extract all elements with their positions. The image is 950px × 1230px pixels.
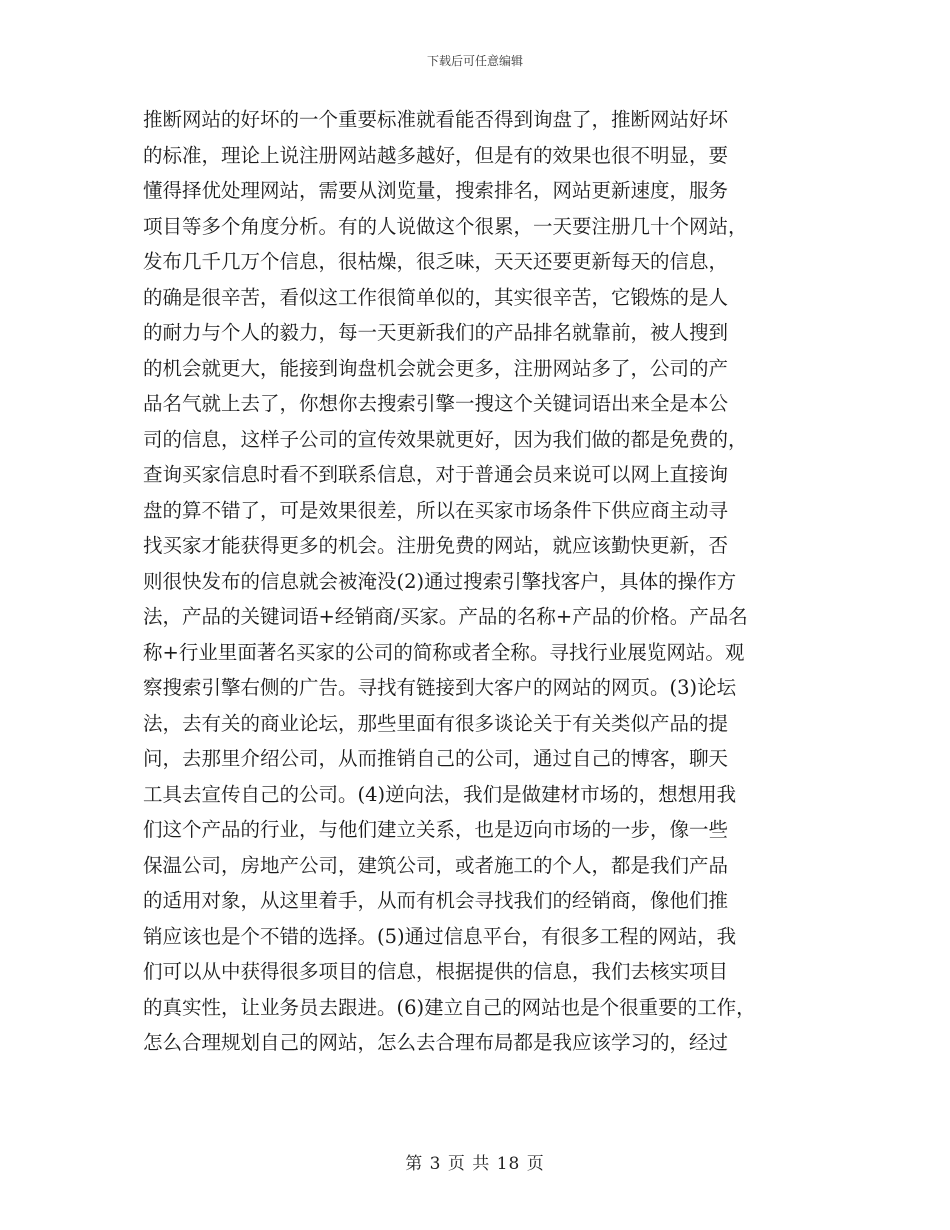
text-line: 法，产品的关键词语+经销商/买家。产品的名称+产品的价格。产品名 — [143, 605, 748, 628]
text-line: 问，去那里介绍公司，从而推销自己的公司，通过自己的博客，聊天 — [143, 747, 729, 770]
text-line: 的耐力与个人的毅力，每一天更新我们的产品排名就靠前，被人搜到 — [143, 321, 729, 344]
page-header-note: 下载后可任意编辑 — [426, 54, 523, 68]
text-line: 销应该也是个不错的选择。(5)通过信息平台，有很多工程的网站，我 — [143, 924, 737, 948]
text-line: 查询买家信息时看不到联系信息，对于普通会员来说可以网上直接询 — [143, 463, 729, 486]
text-line: 的机会就更大，能接到询盘机会就会更多，注册网站多了，公司的产 — [143, 356, 729, 380]
text-line: 法，去有关的商业论坛，那些里面有很多谈论关于有关类似产品的提 — [143, 711, 729, 735]
text-line: 发布几千几万个信息，很枯燥，很乏味，天天还要更新每天的信息， — [143, 250, 729, 273]
text-line: 称+行业里面著名买家的公司的简称或者全称。寻找行业展览网站。观 — [143, 640, 745, 664]
text-line: 找买家才能获得更多的机会。注册免费的网站，就应该勤快更新，否 — [143, 534, 729, 557]
text-line: 盘的算不错了，可是效果很差，所以在买家市场条件下供应商主动寻 — [143, 498, 729, 522]
text-line: 的确是很辛苦，看似这工作很简单似的，其实很辛苦，它锻炼的是人 — [143, 285, 729, 309]
text-line: 则很快发布的信息就会被淹没(2)通过搜索引擎找客户，具体的操作方 — [143, 569, 737, 593]
text-line: 的真实性，让业务员去跟进。(6)建立自己的网站也是个很重要的工作， — [143, 995, 756, 1019]
text-line: 怎么合理规划自己的网站，怎么去合理布局都是我应该学习的，经过 — [143, 1031, 729, 1054]
text-line: 司的信息，这样子公司的宣传效果就更好，因为我们做的都是免费的， — [143, 427, 748, 451]
page-number: 第 3 页 共 18 页 — [405, 1154, 545, 1174]
text-line: 推断网站的好坏的一个重要标准就看能否得到询盘了，推断网站好坏 — [143, 108, 729, 131]
text-line: 懂得择优处理网站，需要从浏览量，搜索排名，网站更新速度，服务 — [143, 179, 729, 202]
text-line: 保温公司，房地产公司，建筑公司，或者施工的个人，都是我们产品 — [143, 853, 729, 877]
text-line: 察搜索引擎右侧的广告。寻找有链接到大客户的网站的网页。(3)论坛 — [143, 676, 737, 699]
text-line: 的适用对象，从这里着手，从而有机会寻找我们的经销商，像他们推 — [143, 889, 729, 912]
text-line: 品名气就上去了，你想你去搜索引擎一搜这个关键词语出来全是本公 — [143, 392, 729, 415]
text-line: 项目等多个角度分析。有的人说做这个很累，一天要注册几十个网站， — [143, 214, 748, 238]
text-line: 们可以从中获得很多项目的信息，根据提供的信息，我们去核实项目 — [143, 960, 729, 983]
text-line: 们这个产品的行业，与他们建立关系，也是迈向市场的一步，像一些 — [143, 818, 729, 841]
body-text — [143, 102, 825, 1061]
text-line: 的标准，理论上说注册网站越多越好，但是有的效果也很不明显，要 — [143, 143, 729, 167]
text-line: 工具去宣传自己的公司。(4)逆向法，我们是做建材市场的，想想用我 — [143, 782, 737, 806]
